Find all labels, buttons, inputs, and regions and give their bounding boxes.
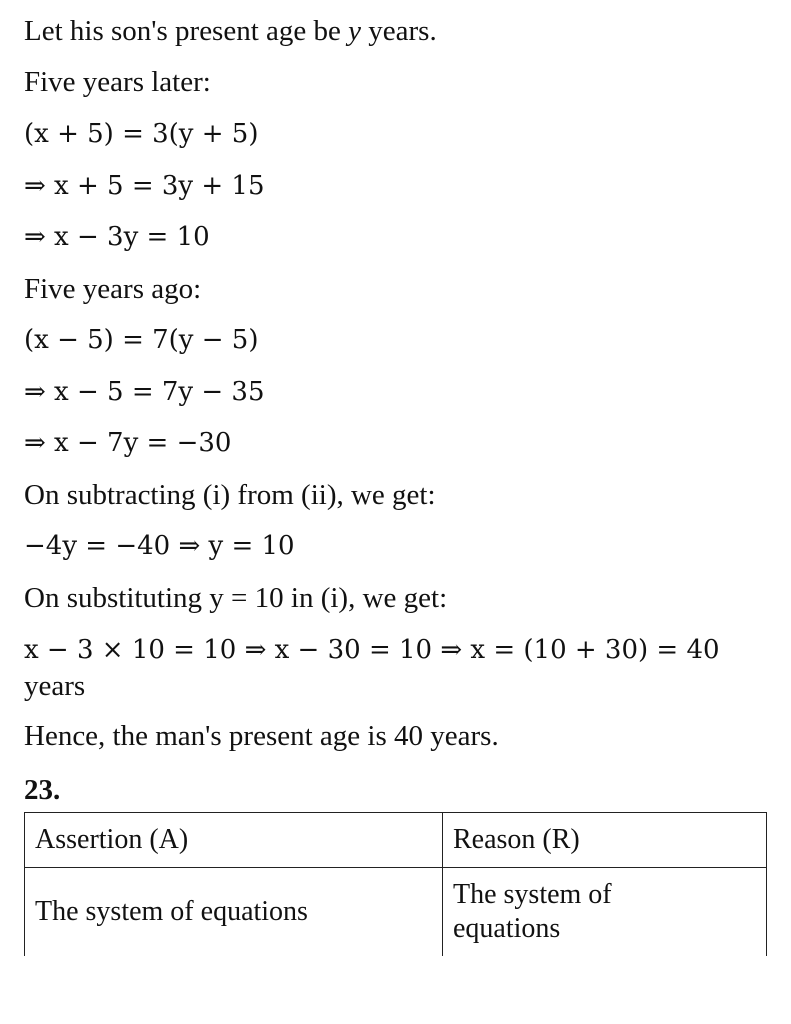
text-line-years: years — [24, 670, 86, 702]
assertion-reason-table — [24, 812, 767, 956]
table-header-row — [25, 813, 767, 868]
equation-ii: ⇒ x − 7y = −30 — [24, 428, 232, 458]
equation-ago: (x − 5) = 7(y − 5) — [24, 325, 259, 355]
text-line-conclusion: Hence, the man's present age is 40 years. — [24, 720, 499, 752]
cell-reason-line2: equations — [453, 913, 561, 944]
cell-reason-line1: The system of — [453, 879, 612, 910]
equation-later-expanded: ⇒ x + 5 = 3y + 15 — [24, 171, 265, 201]
text-line-subtracting: On subtracting (i) from (ii), we get: — [24, 479, 436, 511]
equation-x-solution: x − 3 × 10 = 10 ⇒ x − 30 = 10 ⇒ x = (10 + 30) = 40 — [24, 635, 720, 665]
text-span: Let his son's present age be — [24, 15, 349, 47]
equation-y-solution: −4y = −40 ⇒ y = 10 — [24, 531, 295, 561]
cell-assertion: The system of equations — [25, 868, 443, 957]
table-row — [25, 868, 767, 957]
header-reason: Reason (R) — [443, 813, 767, 868]
text-line-son-age — [24, 14, 437, 48]
equation-i: ⇒ x − 3y = 10 — [24, 222, 210, 252]
equation-ago-expanded: ⇒ x − 5 = 7y − 35 — [24, 377, 265, 407]
text-line-five-years-later: Five years later: — [24, 66, 211, 98]
variable-y: y — [348, 15, 362, 47]
text-line-substituting: On substituting y = 10 in (i), we get: — [24, 582, 448, 614]
header-assertion: Assertion (A) — [25, 813, 443, 868]
question-number: 23. — [24, 774, 61, 806]
cell-reason — [443, 868, 767, 957]
equation-later: (x + 5) = 3(y + 5) — [24, 119, 259, 149]
text-span: years. — [361, 15, 437, 47]
text-line-five-years-ago: Five years ago: — [24, 273, 202, 305]
